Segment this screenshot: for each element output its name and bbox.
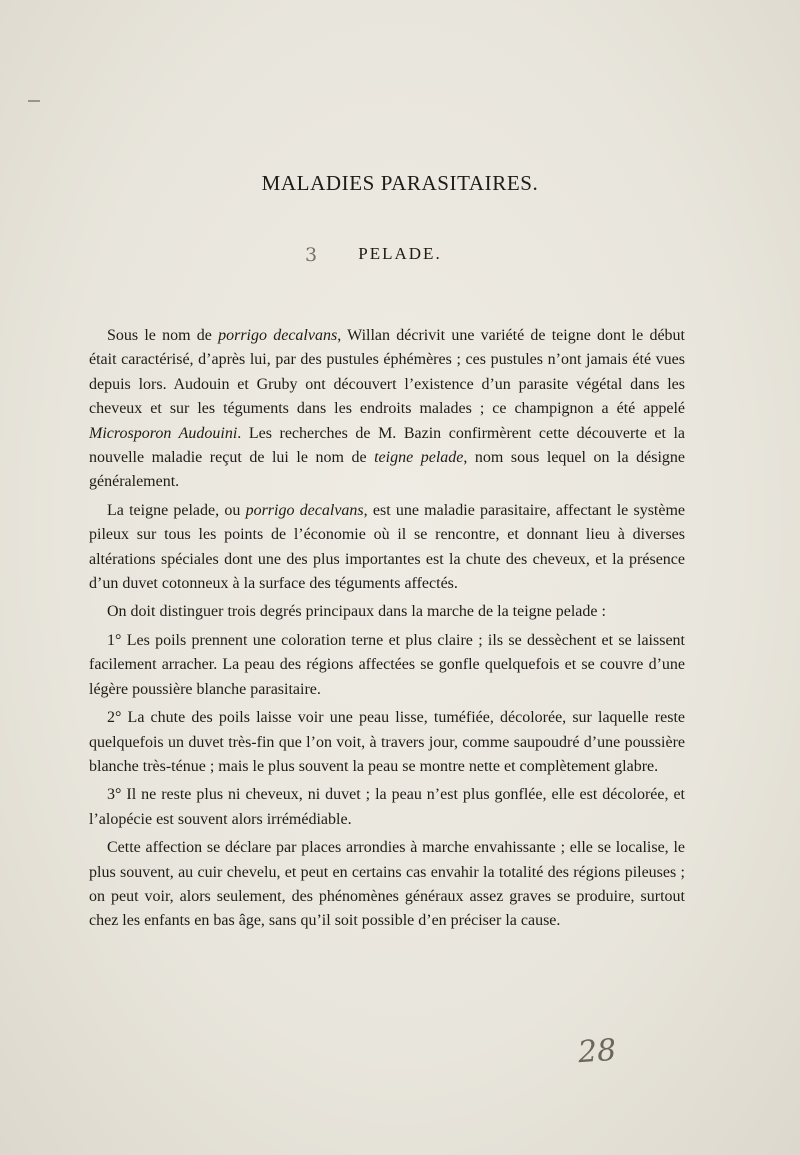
text-run: , est une maladie parasitaire, affectant le système pileux sur tous les points de l’économie où il se rencontre, et donnant lieu à diverses altérations spéciales dont une des plus importantes est la chute des cheveux, et la présence d’un duvet cotonneux à la surface des téguments affectés. bbox=[89, 501, 686, 593]
paragraph bbox=[89, 783, 685, 832]
text-run: , nom sous lequel on la désigne généralement. bbox=[89, 449, 686, 491]
paragraph bbox=[89, 706, 685, 779]
text-run: 2° La chute des poils laisse voir une peau lisse, tuméfiée, décolorée, sur laquelle reste quelquefois un duvet très-fin que l’on voit, à travers jour, comme saupoudré d’une poussière blanche très-ténue ; mais le plus souvent la peau se montre nette et complètement glabre. bbox=[89, 709, 685, 775]
text-run: Cette affection se déclare par places arrondies à marche envahissante ; elle se localise, le plus souvent, au cuir chevelu, et peut en certains cas envahir la totalité des régions pileuses ; on peut voir, alors seulement, des phénomènes généraux assez graves se produire, surtout chez les enfants en bas âge, sans qu’il soit possible d’en préciser la cause. bbox=[89, 839, 685, 930]
paragraph bbox=[89, 836, 685, 934]
text-run: , Willan décrivit une variété de teigne dont le début était caractérisé, d’après lui, par des pustules éphémères ; ces pustules n’ont jamais été vues depuis lors. Audouin et Gruby ont découvert l’existence d’un parasite végétal dans les cheveux et sur les téguments dans les endroits malades ; ce champignon a été appelé bbox=[89, 327, 685, 418]
paragraph bbox=[89, 600, 685, 624]
page-title: MALADIES PARASITAIRES. bbox=[261, 171, 539, 195]
italic-term: teigne pelade bbox=[374, 449, 464, 467]
handwritten-folio-number: 28 bbox=[576, 1032, 618, 1071]
text-run: On doit distinguer trois degrés principaux dans la marche de la teigne pelade : bbox=[107, 603, 606, 621]
paragraph bbox=[89, 324, 685, 495]
margin-dash bbox=[28, 100, 40, 102]
italic-term: Microsporon Audouini bbox=[89, 424, 238, 442]
body-text bbox=[89, 324, 685, 934]
italic-term: porrigo decalvans bbox=[245, 501, 364, 519]
text-run: 1° Les poils prennent une coloration terne et plus claire ; ils se dessèchent et se laissent facilement arracher. La peau des régions affectées se gonfle quelquefois et se couvre d’une légère poussière blanche parasitaire. bbox=[89, 631, 685, 698]
margin-pencil-mark: 3 bbox=[305, 244, 318, 266]
text-run: La teigne pelade, ou bbox=[107, 501, 246, 519]
text-run: . Les recherches de M. Bazin confirmèrent cette découverte et la nouvelle maladie reçut de lui le nom de bbox=[89, 424, 685, 467]
italic-term: porrigo decalvans bbox=[218, 327, 338, 344]
paragraph bbox=[89, 499, 685, 597]
text-run: Sous le nom de bbox=[107, 327, 219, 344]
text-run: 3° Il ne reste plus ni cheveux, ni duvet ; la peau n’est plus gonflée, elle est décolorée, et l’alopécie est souvent alors irrémédiable. bbox=[89, 786, 685, 828]
section-title: PELADE. bbox=[358, 244, 442, 263]
paragraph bbox=[89, 629, 685, 702]
